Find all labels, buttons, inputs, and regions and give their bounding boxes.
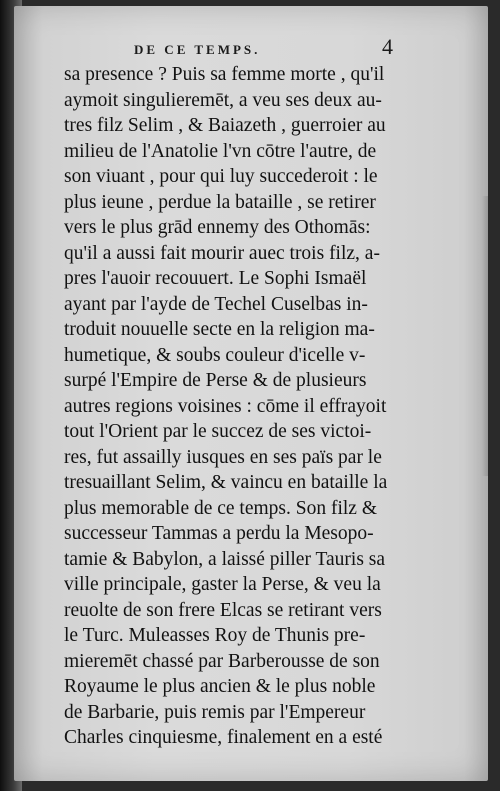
text-line: le Turc. Muleasses Roy de Thunis pre- — [64, 625, 366, 646]
text-line: son viuant , pour qui luy succederoit : le — [64, 166, 378, 187]
text-line: troduit nouuelle secte en la religion ma- — [64, 319, 375, 340]
text-line: res, fut assailly iusques en ses païs par le — [64, 446, 382, 468]
text-line: reuolte de son frere Elcas se retirant vers — [64, 599, 382, 621]
text-line: autres regions voisines : cōme il effrayoit — [64, 395, 387, 417]
text-line: Charles cinquiesme, finalement en a esté — [64, 727, 383, 748]
page-number: 4 — [382, 34, 393, 59]
text-line: mieremēt chassé par Barberousse de son — [64, 650, 380, 672]
body-text — [64, 62, 484, 751]
text-line: plus memorable de ce temps. Son filz & — [64, 497, 378, 519]
running-head: DE CE TEMPS. — [134, 42, 261, 57]
text-line: Royaume le plus ancien & le plus noble — [64, 676, 376, 697]
text-line: tresuaillant Selim, & vaincu en bataille la — [64, 472, 388, 493]
text-line: successeur Tammas a perdu la Mesopo- — [64, 523, 374, 544]
text-line: tres filz Selim , & Baiazeth , guerroier au — [64, 115, 386, 136]
text-line: surpé l'Empire de Perse & de plusieurs — [64, 370, 367, 391]
page-header — [14, 36, 488, 60]
text-line: pres l'auoir recouuert. Le Sophi Ismaël — [64, 268, 367, 289]
text-line: tout l'Orient par le succez de ses victoi- — [64, 421, 372, 442]
text-line: qu'il a aussi fait mourir auec trois filz, a- — [64, 242, 380, 264]
text-line: humetique, & soubs couleur d'icelle v- — [64, 344, 366, 366]
text-line: tamie & Babylon, a laissé piller Tauris sa — [64, 548, 386, 570]
text-line: sa presence ? Puis sa femme morte , qu'il — [64, 64, 385, 85]
text-line: de Barbarie, puis remis par l'Empereur — [64, 701, 366, 723]
text-line: vers le plus grād ennemy des Othomās: — [64, 217, 371, 238]
text-line: aymoit singulieremēt, a veu ses deux au- — [64, 89, 382, 111]
text-line: ayant par l'ayde de Techel Cuselbas in- — [64, 293, 368, 315]
text-line: milieu de l'Anatolie l'vn cōtre l'autre, de — [64, 140, 377, 162]
text-line: plus ieune , perdue la bataille , se retirer — [64, 191, 376, 213]
text-line: ville principale, gaster la Perse, & veu la — [64, 574, 381, 595]
book-page — [14, 6, 488, 781]
